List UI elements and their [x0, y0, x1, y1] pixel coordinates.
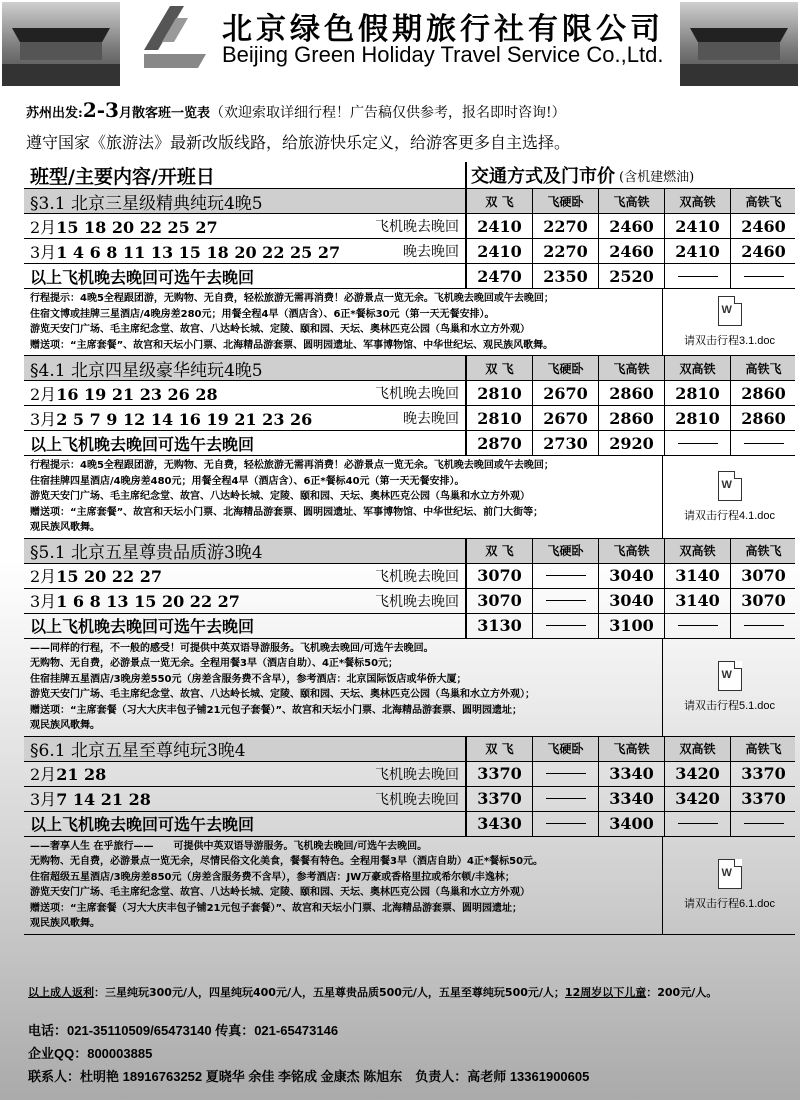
unavailable-cell — [731, 431, 796, 455]
section-title: §6.1 北京五星至尊纯玩3晚4 — [24, 737, 467, 761]
doc-label: 请双击行程6.1.doc — [683, 898, 776, 910]
dash-icon — [744, 625, 784, 626]
price-row — [24, 762, 795, 787]
price-cell: 2460 — [599, 214, 665, 238]
dash-icon — [678, 823, 718, 824]
price-cell: 2920 — [599, 431, 665, 455]
dash-icon — [546, 798, 586, 799]
departure-days: 15 18 20 22 25 27 — [56, 217, 218, 237]
detail-line: 赠送项：“主席套餐”、故宫和天坛小门票、北海精品游套票、圆明园遗址、军事博物馆、中华世纪坛、前门大街等； — [30, 506, 544, 518]
unavailable-cell — [533, 614, 599, 638]
price-cell: 3420 — [665, 787, 731, 811]
date-cell — [24, 589, 467, 613]
contact-persons: 联系人：杜明艳 18916763252 夏晓华 余佳 李铭成 金康杰 陈旭东 负责人：高老师 13361900605 — [28, 1069, 590, 1084]
word-doc-icon — [718, 296, 742, 326]
price-cell: 2520 — [599, 264, 665, 288]
section-title: §5.1 北京五星尊贵品质游3晚4 — [24, 539, 467, 563]
unavailable-cell — [665, 614, 731, 638]
route-note: 飞机晚去晚回 — [375, 219, 459, 235]
company-qq: 企业QQ：800003885 — [28, 1046, 153, 1061]
itinerary-details — [24, 639, 795, 737]
detail-line: 游览天安门广场、毛主席纪念堂、故宫、八达岭长城、定陵、颐和园、天坛、奥林匹克公园（鸟巢和水立方外观） — [30, 491, 530, 502]
unavailable-cell — [731, 614, 796, 638]
unavailable-cell — [665, 812, 731, 836]
price-cell: 3400 — [599, 812, 665, 836]
tour-section — [24, 737, 795, 935]
itinerary-doc-link[interactable] — [662, 456, 796, 538]
route-note: 飞机晚去晚回 — [375, 791, 459, 808]
departure-days: 以上飞机晚去晚回可选午去晚回 — [30, 434, 255, 454]
departure-days: 7 14 21 28 — [56, 790, 151, 809]
itinerary-details — [24, 456, 795, 539]
itinerary-details — [24, 837, 795, 935]
column-header: 高铁飞 — [745, 742, 782, 756]
word-doc-icon — [718, 471, 742, 501]
intro-line-1 — [26, 98, 566, 122]
date-cell — [24, 239, 467, 263]
dash-icon — [546, 575, 586, 576]
unavailable-cell — [665, 264, 731, 288]
price-row — [24, 812, 795, 837]
price-cell: 2860 — [599, 381, 665, 405]
detail-line: 赠送项：“主席套餐（习大大庆丰包子铺21元包子套餐）”、故宫和天坛小门票、北海精品游套票、圆明园遗址； — [30, 704, 523, 716]
price-cell: 2870 — [467, 431, 533, 455]
company-name-cn: 北京绿色假期旅行社有限公司 — [222, 12, 664, 47]
itinerary-details — [24, 289, 795, 356]
column-header: 双 飞 — [467, 189, 533, 213]
departure-days: 16 19 21 23 26 28 — [56, 384, 218, 404]
month-label: 3月 — [30, 592, 57, 611]
price-cell: 2470 — [467, 264, 533, 288]
departure-days: 15 20 22 27 — [56, 567, 162, 586]
dash-icon — [744, 443, 784, 444]
date-cell — [24, 762, 467, 786]
tiananmen-photo — [680, 2, 798, 86]
intro-note: （欢迎索取详细行程！广告稿仅供参考，报名即时咨询!） — [209, 105, 566, 121]
detail-line: 赠送项：“主席套餐”、故宫和天坛小门票、北海精品游套票、圆明园遗址、军事博物馆、中华世纪坛、观民族风歌舞。 — [30, 339, 554, 351]
departure-days: 以上飞机晚去晚回可选午去晚回 — [30, 267, 255, 287]
detail-line: 游览天安门广场、毛主席纪念堂、故宫、八达岭长城、定陵、颐和园、天坛、奥林匹克公园（鸟巢和水立方外观）； — [30, 689, 535, 700]
column-header: 双高铁 — [665, 539, 731, 563]
date-cell — [24, 381, 467, 405]
header-right-note: (含机建燃油) — [619, 169, 695, 185]
dash-icon — [744, 823, 784, 824]
price-cell: 3370 — [467, 762, 533, 786]
detail-line: 无购物、无自费，必游景点一览无余。全程用餐3早（酒店自助）、4正*餐标50元； — [30, 658, 399, 669]
dash-icon — [546, 823, 586, 824]
date-cell — [24, 787, 467, 811]
column-header: 高铁飞 — [745, 544, 782, 558]
price-cell: 2810 — [467, 406, 533, 430]
unavailable-cell — [533, 589, 599, 613]
intro-line-2: 遵守国家《旅游法》最新改版线路，给旅游快乐定义，给游客更多自主选择。 — [26, 133, 571, 152]
doc-label: 请双击行程4.1.doc — [683, 509, 776, 522]
column-header: 高铁飞 — [745, 361, 782, 376]
word-doc-icon — [718, 661, 742, 691]
unavailable-cell — [533, 762, 599, 786]
dash-icon — [678, 276, 718, 277]
date-cell — [24, 431, 467, 455]
departure-days: 以上飞机晚去晚回可选午去晚回 — [30, 617, 255, 636]
month-label: 3月 — [30, 790, 57, 809]
itinerary-doc-link[interactable] — [662, 639, 796, 736]
price-cell: 2410 — [467, 239, 533, 263]
price-cell: 2810 — [665, 381, 731, 405]
price-cell: 3130 — [467, 614, 533, 638]
dash-icon — [546, 625, 586, 626]
month-label: 2月 — [30, 765, 57, 784]
price-cell: 2730 — [533, 431, 599, 455]
price-cell: 3070 — [467, 589, 533, 613]
price-cell: 3100 — [599, 614, 665, 638]
unavailable-cell — [533, 787, 599, 811]
date-cell — [24, 564, 467, 588]
detail-line: 观民族风歌舞。 — [30, 720, 100, 731]
price-cell: 3140 — [665, 564, 731, 588]
detail-line: 无购物、无自费，必游景点一览无余，尽情民俗文化美食，餐餐有特色。全程用餐3早（酒店自助）4正*餐标50元。 — [30, 856, 544, 867]
price-cell: 3040 — [599, 564, 665, 588]
month-label: 2月 — [30, 217, 57, 237]
forbidden-city-photo — [2, 2, 120, 86]
price-cell: 3340 — [599, 762, 665, 786]
month-range: 2-3 — [82, 98, 119, 122]
detail-line: 观民族风歌舞。 — [30, 522, 100, 533]
price-row — [24, 406, 795, 431]
phone-fax: 电话：021-35110509/65473140 传真：021-65473146 — [28, 1023, 339, 1038]
price-cell: 3070 — [741, 591, 786, 610]
section-title: §3.1 北京三星级精典纯玩4晚5 — [24, 189, 467, 213]
column-header: 飞硬卧 — [533, 539, 599, 563]
unavailable-cell — [533, 812, 599, 836]
route-note: 飞机晚去晚回 — [375, 593, 459, 610]
month-label: 2月 — [30, 384, 57, 404]
header-right: 交通方式及门市价 (含机建燃油) — [471, 166, 695, 187]
price-row — [24, 787, 795, 812]
column-header: 飞硬卧 — [533, 189, 599, 213]
column-header: 双高铁 — [665, 189, 731, 213]
departure-days: 2 5 7 9 12 14 16 19 21 23 26 — [56, 409, 313, 429]
price-cell: 2860 — [741, 383, 786, 403]
column-header: 飞高铁 — [599, 356, 665, 380]
price-cell: 3370 — [741, 789, 786, 808]
price-cell: 2670 — [533, 381, 599, 405]
price-cell: 3340 — [599, 787, 665, 811]
price-cell: 2410 — [665, 214, 731, 238]
price-cell: 2270 — [533, 214, 599, 238]
price-cell: 2350 — [533, 264, 599, 288]
dash-icon — [678, 443, 718, 444]
price-row — [24, 264, 795, 289]
month-label: 2月 — [30, 567, 57, 586]
unavailable-cell — [665, 431, 731, 455]
detail-line: 住宿挂牌四星酒店/4晚房差480元；用餐全程4早（酒店含）、6正*餐标40元（第一天无餐安排）。 — [30, 475, 465, 487]
price-table — [24, 162, 795, 935]
doc-label: 请双击行程3.1.doc — [683, 335, 776, 347]
price-cell: 3040 — [599, 589, 665, 613]
column-header: 双 飞 — [467, 356, 533, 380]
detail-line: 观民族风歌舞。 — [30, 918, 100, 929]
route-note: 晚去晚回 — [403, 411, 459, 427]
price-cell: 2810 — [467, 381, 533, 405]
dash-icon — [744, 276, 784, 277]
column-header: 双高铁 — [665, 737, 731, 761]
price-cell: 3140 — [665, 589, 731, 613]
detail-line: 住宿超级五星酒店/3晚房差850元（房差含服务费不含早），参考酒店：JW万豪或香格里拉或希尔顿/丰逸林； — [30, 871, 515, 883]
word-doc-icon — [718, 859, 742, 889]
header-left: 班型/主要内容/开班日 — [24, 162, 467, 188]
column-header: 飞硬卧 — [533, 356, 599, 380]
column-header: 双 飞 — [467, 539, 533, 563]
departure-days: 1 6 8 13 15 20 22 27 — [56, 592, 240, 611]
price-cell: 3370 — [741, 764, 786, 783]
date-cell — [24, 812, 467, 836]
price-cell: 2460 — [741, 216, 786, 236]
departure-days: 1 4 6 8 11 13 15 18 20 22 25 27 — [56, 242, 341, 262]
header — [0, 0, 800, 90]
date-cell — [24, 264, 467, 288]
price-cell: 2460 — [599, 239, 665, 263]
price-cell: 2670 — [533, 406, 599, 430]
price-cell: 2810 — [665, 406, 731, 430]
date-cell — [24, 614, 467, 638]
dash-icon — [546, 600, 586, 601]
rebate-note: 以上成人返利：三星纯玩300元/人，四星纯玩400元/人，五星尊贵品质500元/人，五星至尊纯玩500元/人；12周岁以下儿童：200元/人。 — [28, 986, 718, 999]
section-header — [24, 356, 795, 381]
unavailable-cell — [731, 264, 796, 288]
price-cell: 2460 — [741, 241, 786, 261]
detail-line: ——同样的行程，不一般的感受！可提供中英双语导游服务。飞机晚去晚回/可选午去晚回。 — [30, 642, 434, 654]
price-row — [24, 214, 795, 239]
doc-label: 请双击行程5.1.doc — [683, 700, 776, 712]
detail-line: 行程提示：4晚5全程跟团游，无购物、无自费，轻松旅游无需再消费！必游景点一览无余。飞机晚去晚回或午去晚回； — [30, 293, 554, 304]
price-row — [24, 589, 795, 614]
price-row — [24, 614, 795, 639]
price-row — [24, 431, 795, 456]
route-note: 飞机晚去晚回 — [375, 568, 459, 585]
unavailable-cell — [533, 564, 599, 588]
dash-icon — [678, 625, 718, 626]
price-cell: 2860 — [599, 406, 665, 430]
date-cell — [24, 406, 467, 430]
company-name-en: Beijing Green Holiday Travel Service Co.,Ltd. — [222, 42, 664, 67]
tour-section — [24, 189, 795, 356]
price-cell: 3420 — [665, 762, 731, 786]
column-header: 飞高铁 — [599, 539, 665, 563]
detail-line: 赠送项：“主席套餐（习大大庆丰包子铺21元包子套餐）”、故宫和天坛小门票、北海精品游套票、圆明园遗址； — [30, 902, 523, 914]
section-header — [24, 539, 795, 564]
month-label: 3月 — [30, 409, 57, 429]
departure-days: 21 28 — [56, 765, 107, 784]
detail-line: 住宿挂牌五星酒店/3晚房差550元（房差含服务费不含早），参考酒店：北京国际饭店或华侨大厦； — [30, 673, 467, 685]
departure-days: 以上飞机晚去晚回可选午去晚回 — [30, 815, 255, 834]
price-row — [24, 564, 795, 589]
detail-line: 住宿文博或挂牌三星酒店/4晚房差280元；用餐全程4早（酒店含）、6正*餐标30元（第一天无餐安排）。 — [30, 308, 495, 320]
price-cell: 2410 — [665, 239, 731, 263]
price-cell: 2860 — [741, 408, 786, 428]
column-header: 高铁飞 — [745, 194, 782, 209]
list-label: 月散客班一览表 — [118, 106, 210, 121]
column-header: 飞高铁 — [599, 189, 665, 213]
route-note: 飞机晚去晚回 — [375, 386, 459, 402]
price-row — [24, 381, 795, 406]
detail-line: 行程提示：4晚5全程跟团游，无购物、无自费，轻松旅游无需再消费！必游景点一览无余。飞机晚去晚回或午去晚回； — [30, 460, 554, 471]
price-cell: 2410 — [467, 214, 533, 238]
price-cell: 3430 — [467, 812, 533, 836]
section-header — [24, 737, 795, 762]
company-logo-icon — [140, 4, 210, 78]
detail-line: 游览天安门广场、毛主席纪念堂、故宫、八达岭长城、定陵、颐和园、天坛、奥林匹克公园（鸟巢和水立方外观） — [30, 887, 530, 898]
price-cell: 3070 — [467, 564, 533, 588]
column-header: 双 飞 — [467, 737, 533, 761]
price-cell: 3070 — [741, 566, 786, 585]
detail-line: ——奢享人生 在乎旅行—— 可提供中英双语导游服务。飞机晚去晚回/可选午去晚回。 — [30, 840, 428, 852]
unavailable-cell — [731, 812, 796, 836]
column-header: 飞硬卧 — [533, 737, 599, 761]
section-title: §4.1 北京四星级豪华纯玩4晚5 — [24, 356, 467, 380]
itinerary-doc-link[interactable] — [662, 289, 796, 355]
origin-label: 苏州出发: — [26, 106, 83, 121]
price-row — [24, 239, 795, 264]
route-note: 飞机晚去晚回 — [375, 766, 459, 783]
column-header: 飞高铁 — [599, 737, 665, 761]
table-header — [24, 162, 795, 189]
detail-line: 游览天安门广场、毛主席纪念堂、故宫、八达岭长城、定陵、颐和园、天坛、奥林匹克公园（鸟巢和水立方外观） — [30, 324, 530, 335]
dash-icon — [546, 773, 586, 774]
itinerary-doc-link[interactable] — [662, 837, 796, 934]
tour-section — [24, 356, 795, 539]
month-label: 3月 — [30, 242, 57, 262]
price-cell: 2270 — [533, 239, 599, 263]
price-cell: 3370 — [467, 787, 533, 811]
tour-section — [24, 539, 795, 737]
column-header: 双高铁 — [665, 356, 731, 380]
sections-container — [24, 189, 795, 935]
route-note: 晚去晚回 — [403, 244, 459, 260]
section-header — [24, 189, 795, 214]
date-cell — [24, 214, 467, 238]
